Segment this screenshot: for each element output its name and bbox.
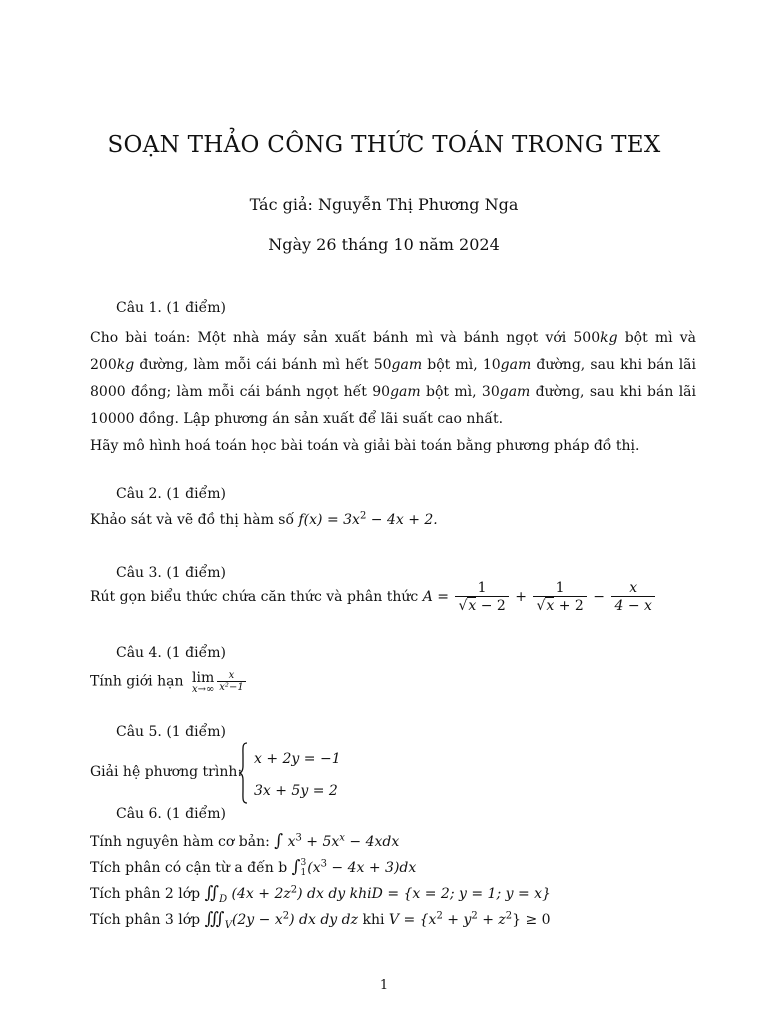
double-integral-sign: ∬ (204, 883, 220, 903)
question-3-body: Rút gọn biểu thức chứa căn thức và phân thức A = $\frac{1}{√x - 2}$ + $\frac{1}{√x + 2}$ − $\frac{x}{4 - x}$ (90, 580, 657, 614)
question-6-line-4: Tích phân 3 lớp $∭_V(2y - x^2)$ dx dy dz khi $V = \{x^2 + y^2 + z^2\} \ge 0$ (90, 909, 551, 931)
question-4-heading: Câu 4. (1 điểm) (116, 645, 226, 661)
system-brace (238, 742, 248, 804)
question-3-heading: Câu 3. (1 điểm) (116, 565, 226, 581)
question-2-heading: Câu 2. (1 điểm) (116, 486, 226, 502)
question-4-body: Tính giới hạn lim x→∞ $\frac{x}{\text{x²−1}}$ (90, 670, 244, 695)
document-title: SOẠN THẢO CÔNG THỨC TOÁN TRONG TEX (107, 132, 661, 158)
limit-operator: lim x→∞ (191, 670, 215, 695)
question-6-heading: Câu 6. (1 điểm) (116, 806, 226, 822)
author-line: Tác giả: Nguyễn Thị Phương Nga (249, 195, 519, 214)
system-equation-1: x + 2y = −1 (254, 751, 341, 767)
fraction-3: $\frac{x}{4 - x}$ (611, 580, 654, 614)
limit-fraction: $\frac{x}{\text{x²−1}}$ (219, 670, 244, 693)
page-number: 1 (379, 978, 389, 993)
date-line: Ngày 26 tháng 10 năm 2024 (268, 235, 500, 254)
triple-integral-sign: ∭ (204, 909, 225, 929)
question-1-body: Cho bài toán: Một nhà máy sản xuất bánh mì và bánh ngọt với 500kg bột mì và 200kg đường, làm mỗi cái bánh mì hết 50gam bột mì, 10gam đường, sau khi bán lãi 8000 đồng; làm mỗi cái bánh ngọt hết 90gam bột mì, 30gam đường, sau khi bán lãi 10000 đồng. Lập phương án sản xuất để lãi suất cao nhất. Hãy mô hình hoá toán học bài toán và giải bài toán bằng phương pháp đồ thị. (90, 330, 696, 454)
question-6-line-1: Tính nguyên hàm cơ bản: ∫ $x^3 + 5x^x - 4xdx$ (90, 831, 400, 851)
integral-sign: ∫ (291, 857, 301, 877)
integral-sign: ∫ (274, 831, 284, 851)
question-2-body: Khảo sát và vẽ đồ thị hàm số $f(x) = 3x^2 - 4x + 2$. (90, 510, 438, 528)
question-6-line-3: Tích phân 2 lớp $∬_D$ $(4x + 2z^2)$ dx dy khiD = {x = 2; y = 1; y = x} (90, 883, 551, 905)
question-5-heading: Câu 5. (1 điểm) (116, 724, 226, 740)
fraction-1: $\frac{1}{√x - 2}$ (455, 580, 508, 614)
fraction-2: $\frac{1}{√x + 2}$ (533, 580, 586, 614)
question-1-heading: Câu 1. (1 điểm) (116, 300, 226, 316)
question-6-line-2: Tích phân có cận từ a đến b ∫ 3 1 $(x^3 - 4x + 3)dx$ (90, 857, 417, 878)
question-5-text: Giải hệ phương trình: (90, 764, 243, 780)
system-equation-2: 3x + 5y = 2 (254, 783, 338, 799)
